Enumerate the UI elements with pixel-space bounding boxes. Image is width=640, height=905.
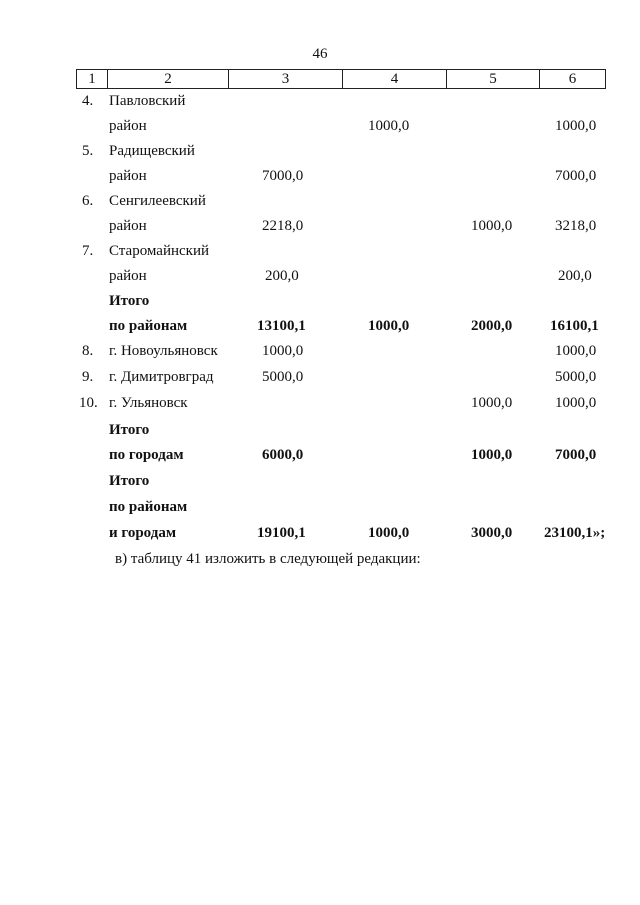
cell-col3: 5000,0 (262, 369, 304, 385)
row-name: Павловский (109, 93, 186, 109)
cell-col3: 200,0 (265, 268, 299, 284)
footer-paragraph: в) таблицу 41 изложить в следующей редакции: (115, 551, 421, 567)
row-number: 5. (82, 143, 94, 159)
cell-col3: 13100,1 (257, 318, 306, 334)
cell-col3: 19100,1 (257, 525, 306, 541)
total-label-cont: по районам (109, 318, 188, 334)
header-col-1: 1 (88, 71, 96, 87)
row-name-cont: район (109, 268, 147, 284)
row-number: 9. (82, 369, 94, 385)
total-label: Итого (109, 473, 150, 489)
row-name-cont: район (109, 118, 147, 134)
row-name: г. Димитровград (109, 369, 214, 385)
cell-col3: 1000,0 (262, 343, 304, 359)
cell-col5: 1000,0 (471, 395, 513, 411)
cell-col6: 5000,0 (555, 369, 597, 385)
row-name: Радищевский (109, 143, 195, 159)
row-number: 7. (82, 243, 94, 259)
cell-col5: 1000,0 (471, 218, 513, 234)
cell-col6: 1000,0 (555, 118, 597, 134)
table-header-row (76, 69, 606, 89)
cell-col6: 23100,1»; (544, 525, 606, 541)
total-label-cont: по городам (109, 447, 184, 463)
cell-col6: 1000,0 (555, 343, 597, 359)
cell-col3: 6000,0 (262, 447, 304, 463)
row-name: г. Ульяновск (109, 395, 188, 411)
cell-col6: 200,0 (558, 268, 592, 284)
row-number: 8. (82, 343, 94, 359)
row-number: 10. (79, 395, 98, 411)
row-name: Старомайнский (109, 243, 210, 259)
header-col-3: 3 (281, 71, 290, 87)
row-name: Сенгилеевский (109, 193, 206, 209)
cell-col3: 2218,0 (262, 218, 304, 234)
row-number: 4. (82, 93, 94, 109)
cell-col4: 1000,0 (368, 118, 410, 134)
header-col-6: 6 (568, 71, 577, 87)
cell-col3: 7000,0 (262, 168, 304, 184)
cell-col5: 1000,0 (471, 447, 513, 463)
row-name-cont: район (109, 168, 147, 184)
cell-col5: 2000,0 (471, 318, 513, 334)
cell-col6: 3218,0 (555, 218, 597, 234)
cell-col4: 1000,0 (368, 525, 410, 541)
cell-col6: 16100,1 (550, 318, 599, 334)
cell-col6: 7000,0 (555, 447, 597, 463)
header-col-5: 5 (489, 71, 497, 87)
cell-col6: 7000,0 (555, 168, 597, 184)
cell-col4: 1000,0 (368, 318, 410, 334)
header-col-2: 2 (164, 71, 172, 87)
total-label: Итого (109, 293, 150, 309)
total-label-cont: по районам (109, 499, 188, 515)
row-name-cont: район (109, 218, 147, 234)
total-label: Итого (109, 422, 150, 438)
cell-col5: 3000,0 (471, 525, 513, 541)
row-number: 6. (82, 193, 94, 209)
total-label-cont2: и городам (109, 525, 177, 541)
cell-col6: 1000,0 (555, 395, 597, 411)
header-col-4: 4 (390, 71, 399, 87)
page-number: 46 (312, 46, 328, 62)
row-name: г. Новоульяновск (109, 343, 218, 359)
